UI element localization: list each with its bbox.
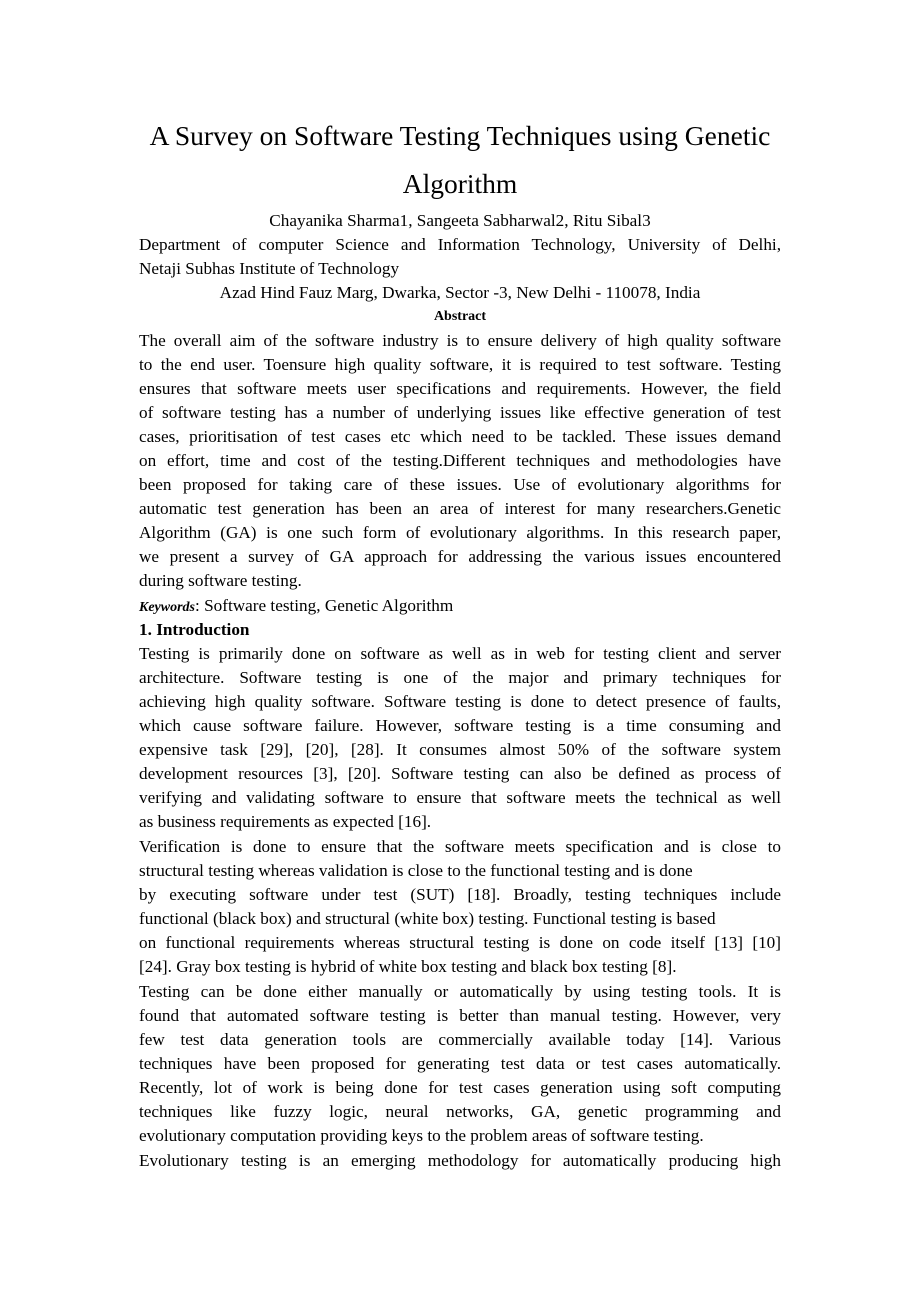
abstract-heading: Abstract [433, 309, 487, 324]
keywords [139, 594, 781, 620]
intro-line: Testing can be done either manually or automatically by using testing tools. It is [139, 982, 781, 1001]
abstract-line: during software testing. [139, 571, 302, 590]
abstract-line: of software testing has a number of underlying issues like effective generation of test [139, 403, 781, 422]
affiliation-line-1: Department of computer Science and Information Technology, University of Delhi, [139, 235, 781, 254]
intro-line: expensive task [29], [20], [28]. It consumes almost 50% of the software system [139, 740, 781, 759]
intro-line: development resources [3], [20]. Software testing can also be defined as process of [139, 764, 781, 783]
abstract-line: automatic test generation has been an area of interest for many researchers.Genetic [139, 499, 781, 518]
intro-line: by executing software under test (SUT) [18]. Broadly, testing techniques include [139, 885, 781, 904]
abstract-line: The overall aim of the software industry is to ensure delivery of high quality software [139, 331, 781, 350]
intro-line: techniques have been proposed for generating test data or test cases automatically. [139, 1054, 781, 1073]
intro-line: Recently, lot of work is being done for test cases generation using soft computing [139, 1078, 781, 1097]
keywords-text: : Software testing, Genetic Algorithm [195, 596, 454, 615]
abstract-line: ensures that software meets user specifications and requirements. However, the field [139, 379, 781, 398]
intro-line: achieving high quality software. Software testing is done to detect presence of faults, [139, 692, 781, 711]
section-heading-introduction: 1. Introduction [139, 620, 250, 639]
intro-line: as business requirements as expected [16]. [139, 812, 432, 831]
intro-line: few test data generation tools are commercially available today [14]. Various [139, 1030, 781, 1049]
paper-title-line-1: A Survey on Software Testing Techniques using Genetic [149, 120, 771, 151]
intro-line: structural testing whereas validation is close to the functional testing and is done [139, 861, 693, 880]
intro-line: Testing is primarily done on software as well as in web for testing client and server [139, 644, 781, 663]
intro-line: architecture. Software testing is one of the major and primary techniques for [139, 668, 781, 687]
intro-line: techniques like fuzzy logic, neural networks, GA, genetic programming and [139, 1102, 781, 1121]
intro-line: Verification is done to ensure that the software meets specification and is close to [139, 837, 781, 856]
intro-line: verifying and validating software to ensure that software meets the technical as well [139, 788, 781, 807]
intro-line: which cause software failure. However, software testing is a time consuming and [139, 716, 781, 735]
abstract-line: we present a survey of GA approach for addressing the various issues encountered [139, 547, 781, 566]
abstract-line: to the end user. Toensure high quality software, it is required to test software. Testing [139, 355, 781, 374]
intro-line: functional (black box) and structural (white box) testing. Functional testing is based [139, 909, 716, 928]
abstract-line: on effort, time and cost of the testing.Different techniques and methodologies have [139, 451, 781, 470]
abstract-line: Algorithm (GA) is one such form of evolutionary algorithms. In this research paper, [139, 523, 781, 542]
keywords-label: Keywords [139, 600, 195, 615]
authors: Chayanika Sharma1, Sangeeta Sabharwal2, Ritu Sibal3 [269, 211, 651, 230]
intro-line: on functional requirements whereas structural testing is done on code itself [13] [10] [139, 933, 781, 952]
address: Azad Hind Fauz Marg, Dwarka, Sector -3, New Delhi - 110078, India [219, 283, 701, 302]
abstract-line: been proposed for taking care of these issues. Use of evolutionary algorithms for [139, 475, 781, 494]
paper-title-line-2: Algorithm [402, 168, 518, 199]
intro-line: Evolutionary testing is an emerging methodology for automatically producing high [139, 1151, 781, 1170]
abstract-line: cases, prioritisation of test cases etc which need to be tackled. These issues demand [139, 427, 781, 446]
intro-line: [24]. Gray box testing is hybrid of white box testing and black box testing [8]. [139, 957, 677, 976]
intro-line: evolutionary computation providing keys to the problem areas of software testing. [139, 1126, 704, 1145]
intro-line: found that automated software testing is better than manual testing. However, very [139, 1006, 781, 1025]
affiliation-line-2: Netaji Subhas Institute of Technology [139, 259, 400, 278]
